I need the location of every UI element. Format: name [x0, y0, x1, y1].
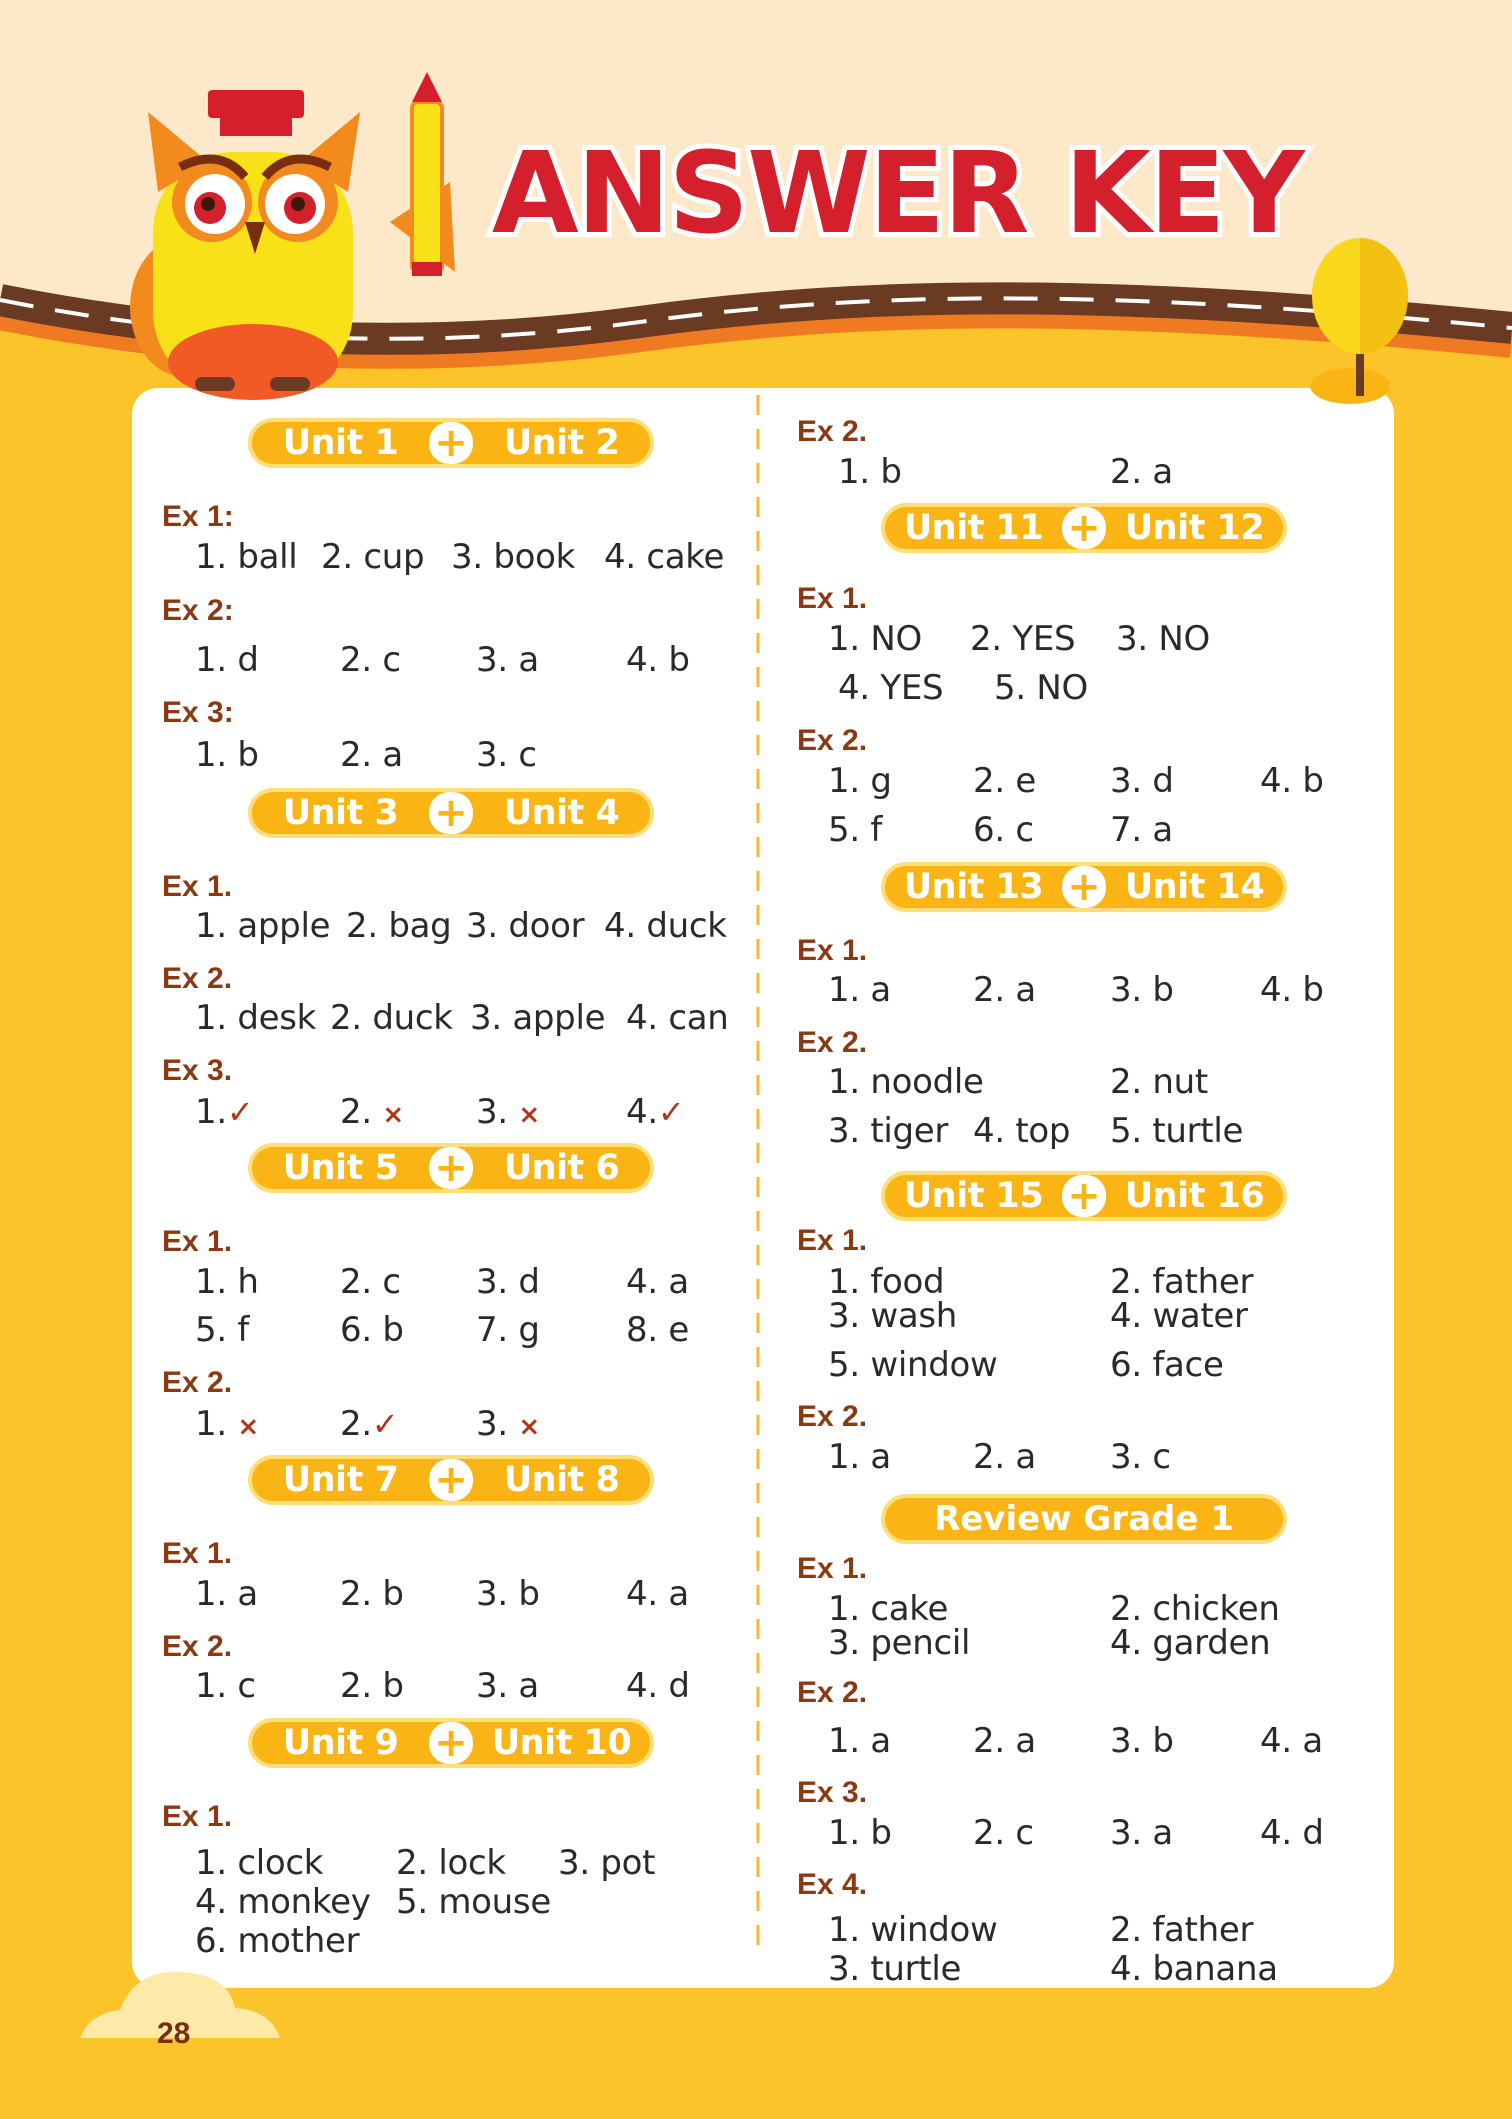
exercise-label: Ex 1.	[797, 934, 868, 967]
exercise-label: Ex 3:	[162, 696, 234, 729]
exercise-label: Ex 2.	[797, 724, 868, 757]
check-mark-icon: ✓	[371, 1405, 399, 1443]
unit-9-10-header: Unit 9 + Unit 10	[248, 1718, 654, 1768]
page-title: ANSWER KEY	[492, 129, 1303, 259]
exercise-label: Ex 1.	[162, 1537, 233, 1570]
exercise-label: Ex 1.	[162, 1800, 233, 1833]
exercise-label: Ex 1.	[797, 1552, 868, 1585]
plus-icon: +	[429, 1459, 473, 1501]
unit-13-14-header: Unit 13 + Unit 14	[881, 862, 1287, 912]
review-grade-header: Review Grade 1	[881, 1494, 1287, 1544]
cross-mark-icon: ×	[237, 1412, 259, 1442]
unit-7-8-header: Unit 7 + Unit 8	[248, 1455, 654, 1505]
plus-icon: +	[1062, 507, 1106, 549]
unit-15-16-header: Unit 15 + Unit 16	[881, 1171, 1287, 1221]
check-mark-icon: ✓	[657, 1093, 685, 1131]
plus-icon: +	[1062, 866, 1106, 908]
exercise-label: Ex 2.	[162, 962, 233, 995]
exercise-label: Ex 1.	[797, 582, 868, 615]
exercise-label: Ex 2:	[162, 594, 234, 627]
tree-icon	[1300, 236, 1420, 406]
exercise-label: Ex 1.	[162, 1225, 233, 1258]
cross-mark-icon: ×	[518, 1100, 540, 1130]
plus-icon: +	[429, 792, 473, 834]
plus-icon: +	[429, 1147, 473, 1189]
exercise-label: Ex 2.	[162, 1366, 233, 1399]
exercise-label: Ex 2.	[797, 1400, 868, 1433]
exercise-label: Ex 1.	[797, 1224, 868, 1257]
exercise-label: Ex 3.	[797, 1776, 868, 1809]
cross-mark-icon: ×	[382, 1100, 404, 1130]
cross-mark-icon: ×	[518, 1412, 540, 1442]
plus-icon: +	[429, 1722, 473, 1764]
plus-icon: +	[1062, 1175, 1106, 1217]
exercise-label: Ex 4.	[797, 1868, 868, 1901]
page-number: 28	[157, 2017, 191, 2050]
owl-icon	[100, 72, 460, 402]
exercise-label: Ex 1.	[162, 870, 233, 903]
check-mark-icon: ✓	[226, 1093, 254, 1131]
exercise-label: Ex 1:	[162, 500, 234, 533]
column-divider	[756, 395, 760, 1945]
unit-11-12-header: Unit 11 + Unit 12	[881, 503, 1287, 553]
unit-3-4-header: Unit 3 + Unit 4	[248, 788, 654, 838]
exercise-label: Ex 2.	[797, 415, 868, 448]
unit-5-6-header: Unit 5 + Unit 6	[248, 1143, 654, 1193]
unit-1-2-header: Unit 1 + Unit 2	[248, 418, 654, 468]
exercise-label: Ex 3.	[162, 1054, 233, 1087]
exercise-label: Ex 2.	[162, 1630, 233, 1663]
exercise-label: Ex 2.	[797, 1676, 868, 1709]
plus-icon: +	[429, 422, 473, 464]
exercise-label: Ex 2.	[797, 1026, 868, 1059]
